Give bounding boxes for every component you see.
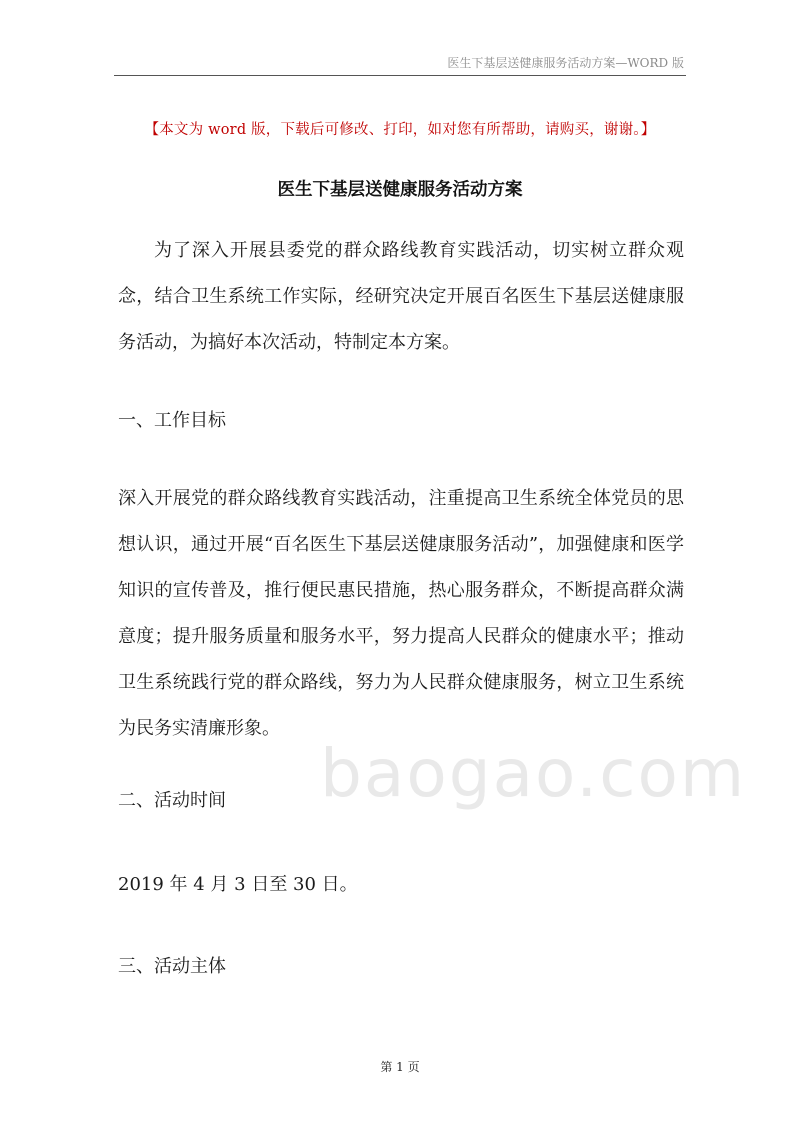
activity-time-text: 2019 年 4 月 3 日至 30 日。 [118,874,358,895]
page-number: 第 1 页 [380,1060,420,1074]
goals-paragraph: 深入开展党的群众路线教育实践活动，注重提高卫生系统全体党员的思想认识，通过开展“百名医生下基层送健康服务活动”，加强健康和医学知识的宣传普及，推行便民惠民措施，热心服务群众，不断提高群众满意度；提升服务质量和服务水平，努力提高人民群众的健康水平；推动卫生系统践行党的群众路线，努力为人民群众健康服务，树立卫生系统为民务实清廉形象。 [118,488,684,739]
section-heading-goals: 一、工作目标 [118,410,226,431]
purchase-notice: 【本文为 word 版，下载后可修改、打印，如对您有所帮助，请购买，谢谢。】 [144,122,656,138]
running-header: 医生下基层送健康服务活动方案—WORD 版 [447,56,684,70]
watermark: baogao.com [320,735,747,812]
header-divider [114,75,686,76]
intro-paragraph: 为了深入开展县委党的群众路线教育实践活动，切实树立群众观念，结合卫生系统工作实际，经研究决定开展百名医生下基层送健康服务活动，为搞好本次活动，特制定本方案。 [118,240,684,353]
document-title: 医生下基层送健康服务活动方案 [277,180,523,200]
section-heading-subject: 三、活动主体 [118,956,226,977]
section-heading-time: 二、活动时间 [118,790,226,811]
